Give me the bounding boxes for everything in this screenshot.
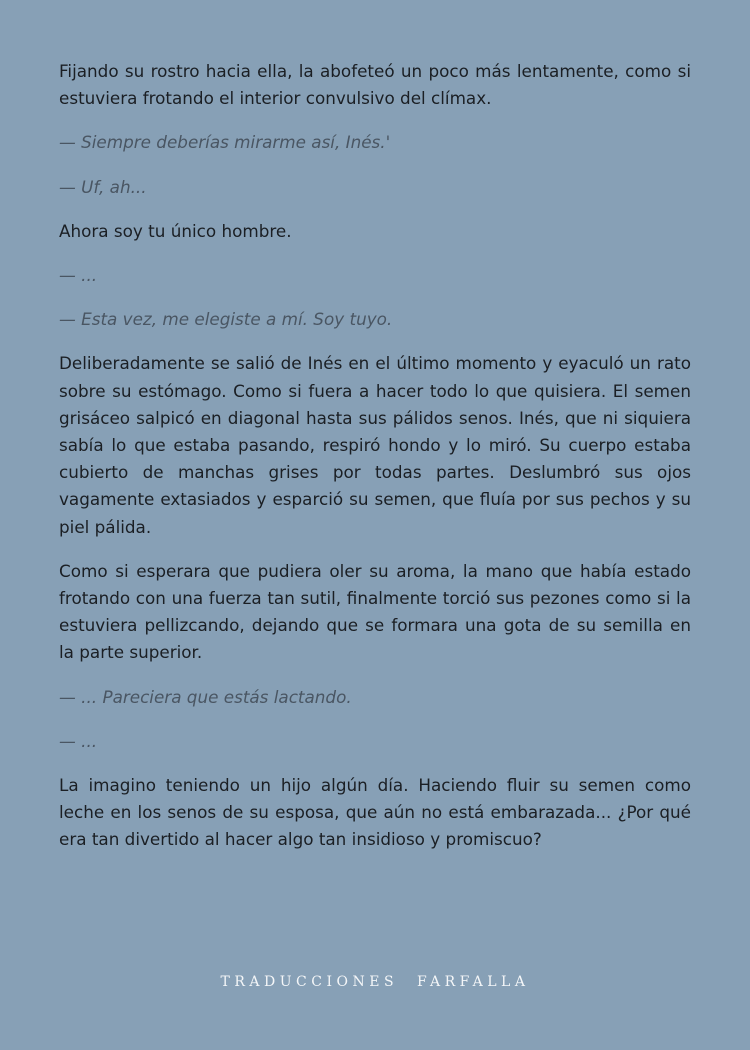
publisher-footer: TRADUCCIONES FARFALLA xyxy=(220,974,530,990)
narration-paragraph: La imagino teniendo un hijo algún día. Haciendo fluir su semen como leche en los senos de su esposa, que aún no está embarazada... ¿Por qué era tan divertido al hacer algo tan insidioso y promiscuo? xyxy=(59,775,691,850)
narration-paragraph: Como si esperara que pudiera oler su aroma, la mano que había estado frotando con una fuerza tan sutil, finalmente torció sus pezones como si la estuviera pellizcando, dejando que se formara una gota de su semilla en la parte superior. xyxy=(59,560,691,663)
dialog-line: — ... Pareciera que estás lactando. xyxy=(59,686,352,707)
dialog-line: — Esta vez, me elegiste a mí. Soy tuyo. xyxy=(59,309,393,330)
dialog-line: — Siempre deberías mirarme así, Inés.' xyxy=(59,132,391,153)
dialog-line: — ... xyxy=(59,265,98,286)
narration-paragraph: Ahora soy tu único hombre. xyxy=(59,220,292,241)
narration-paragraph: Deliberadamente se salió de Inés en el último momento y eyaculó un rato sobre su estómago. Como si fuera a hacer todo lo que quisiera. El semen grisáceo salpicó en diagonal hasta sus pálidos senos. Inés, que ni siquiera sabía lo que estaba pasando, respiró hondo y lo miró. Su cuerpo estaba cubierto de manchas grises por todas partes. Deslumbró sus ojos vagamente extasiados y esparció su semen, que fluía por sus pechos y su piel pálida. xyxy=(59,353,691,537)
page-body xyxy=(59,58,691,871)
dialog-line: — ... xyxy=(59,730,98,751)
dialog-line: — Uf, ah... xyxy=(59,176,147,197)
narration-paragraph: Fijando su rostro hacia ella, la abofeteó un poco más lentamente, como si estuviera frotando el interior convulsivo del clímax. xyxy=(59,61,691,109)
